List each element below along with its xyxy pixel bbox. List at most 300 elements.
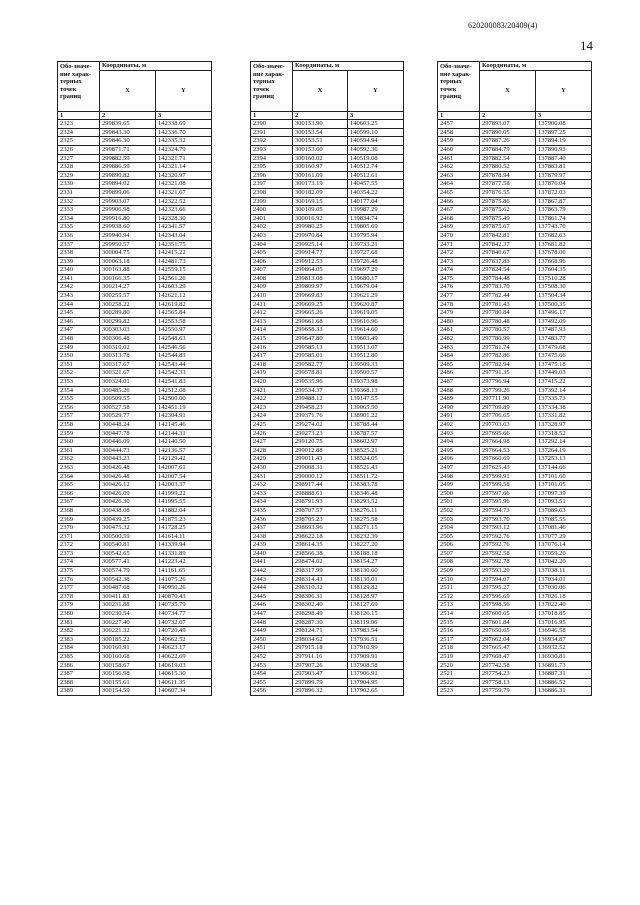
point-id-cell: 2443 <box>251 575 293 584</box>
x-coordinate-cell: 298034.62 <box>293 635 348 644</box>
x-coordinate-cell: 297911.16 <box>293 653 348 662</box>
y-coordinate-cell: 142144.31 <box>156 429 212 438</box>
y-coordinate-cell: 142481.73 <box>156 257 212 266</box>
x-coordinate-cell: 299882.59 <box>100 154 156 163</box>
table-row <box>438 240 592 249</box>
y-coordinate-cell: 142559.15 <box>156 266 212 275</box>
y-coordinate-cell: 137510.28 <box>536 274 592 283</box>
x-coordinate-cell: 297875.86 <box>480 197 536 206</box>
table-row <box>58 463 212 472</box>
y-coordinate-cell: 138130.01 <box>348 575 404 584</box>
column-number: 2 <box>293 111 348 120</box>
point-id-cell: 2459 <box>438 137 480 146</box>
x-coordinate-cell: 300289.80 <box>100 309 156 318</box>
point-id-cell: 2491 <box>438 412 480 421</box>
x-coordinate-cell: 297668.47 <box>480 653 536 662</box>
table-row <box>58 378 212 387</box>
point-id-cell: 2504 <box>438 524 480 533</box>
point-id-cell: 2517 <box>438 635 480 644</box>
point-id-cell: 2345 <box>58 309 100 318</box>
point-id-cell: 2366 <box>58 489 100 498</box>
point-id-cell: 2409 <box>251 283 293 292</box>
table-row <box>438 163 592 172</box>
point-id-cell: 2496 <box>438 455 480 464</box>
table-row <box>438 438 592 447</box>
y-coordinate-cell: 140592.36 <box>348 145 404 154</box>
y-coordinate-cell: 137415.22 <box>536 378 592 387</box>
table-row <box>438 575 592 584</box>
point-id-cell: 2507 <box>438 549 480 558</box>
y-coordinate-cell: 138154.27 <box>348 558 404 567</box>
table-row <box>58 145 212 154</box>
y-coordinate-cell: 137496.17 <box>536 309 592 318</box>
point-id-cell: 2506 <box>438 541 480 550</box>
table-row <box>438 360 592 369</box>
y-coordinate-cell: 137318.52 <box>536 429 592 438</box>
point-id-cell: 2451 <box>251 644 293 653</box>
x-coordinate-cell: 299274.02 <box>293 420 348 429</box>
point-id-cell: 2461 <box>438 154 480 163</box>
table-row <box>58 326 212 335</box>
point-id-cell: 2416 <box>251 343 293 352</box>
y-coordinate-cell: 139680.17 <box>348 274 404 283</box>
point-id-cell: 2408 <box>251 274 293 283</box>
y-coordinate-cell: 142003.37 <box>156 481 212 490</box>
point-id-cell: 2438 <box>251 532 293 541</box>
y-coordinate-cell: 141331.89 <box>156 549 212 558</box>
x-coordinate-cell: 297758.13 <box>480 678 536 687</box>
point-id-cell: 2387 <box>58 670 100 679</box>
x-coordinate-cell: 299980.25 <box>293 223 348 232</box>
point-id-cell: 2501 <box>438 498 480 507</box>
y-coordinate-cell: 137887.40 <box>536 154 592 163</box>
x-coordinate-cell: 297664.98 <box>480 438 536 447</box>
table-row <box>438 420 592 429</box>
table-row <box>251 197 404 206</box>
point-id-cell: 2402 <box>251 223 293 232</box>
x-coordinate-cell: 300475.32 <box>100 524 156 533</box>
x-coordinate-cell: 299585.13 <box>293 343 348 352</box>
table-row <box>58 231 212 240</box>
x-coordinate-cell: 297742.58 <box>480 661 536 670</box>
table-row <box>251 145 404 154</box>
point-id-cell: 2328 <box>58 163 100 172</box>
y-coordinate-cell: 142553.58 <box>156 317 212 326</box>
x-coordinate-cell: 297593.12 <box>480 524 536 533</box>
table-row <box>438 231 592 240</box>
point-id-cell: 2456 <box>251 687 293 696</box>
point-id-cell: 2498 <box>438 472 480 481</box>
y-coordinate-cell: 139147.55 <box>348 395 404 404</box>
table-row <box>58 687 212 696</box>
point-id-cell: 2362 <box>58 455 100 464</box>
table-row <box>58 309 212 318</box>
x-coordinate-cell: 300446.09 <box>100 438 156 447</box>
point-id-cell: 2342 <box>58 283 100 292</box>
table-row <box>251 326 404 335</box>
y-coordinate-cell: 137253.13 <box>536 455 592 464</box>
x-coordinate-cell: 300063.18 <box>100 257 156 266</box>
y-coordinate-cell: 140720.49 <box>156 627 212 636</box>
table-row <box>58 592 212 601</box>
coordinates-table-2 <box>250 61 404 696</box>
y-coordinate-cell: 137604.35 <box>536 266 592 275</box>
table-row <box>58 635 212 644</box>
point-id-cell: 2454 <box>251 670 293 679</box>
y-coordinate-cell: 136886.52 <box>536 678 592 687</box>
x-coordinate-cell: 299886.59 <box>100 163 156 172</box>
table-row <box>438 317 592 326</box>
point-id-cell: 2515 <box>438 618 480 627</box>
point-id-cell: 2441 <box>251 558 293 567</box>
column-number: 1 <box>58 111 100 120</box>
y-coordinate-cell: 139795.94 <box>348 231 404 240</box>
x-coordinate-cell: 300109.05 <box>293 206 348 215</box>
table-row <box>251 687 404 696</box>
y-coordinate-cell: 137331.82 <box>536 412 592 421</box>
table-row <box>438 635 592 644</box>
table-row <box>58 369 212 378</box>
y-coordinate-cell: 142500.00 <box>156 395 212 404</box>
x-coordinate-cell: 300443.23 <box>100 455 156 464</box>
x-coordinate-cell: 299000.12 <box>293 472 348 481</box>
table-row <box>251 360 404 369</box>
table-row <box>58 403 212 412</box>
x-coordinate-cell: 297780.99 <box>480 335 536 344</box>
table-row <box>251 549 404 558</box>
point-id-cell: 2401 <box>251 214 293 223</box>
table-row <box>438 446 592 455</box>
x-coordinate-cell: 297703.63 <box>480 420 536 429</box>
column-number: 1 <box>438 111 480 120</box>
point-id-cell: 2389 <box>58 687 100 696</box>
y-coordinate-cell: 136946.58 <box>536 627 592 636</box>
table-row <box>438 283 592 292</box>
table-row <box>58 223 212 232</box>
x-coordinate-cell: 300230.54 <box>100 610 156 619</box>
x-coordinate-cell: 300153.90 <box>293 120 348 129</box>
y-coordinate-cell: 137504.34 <box>536 292 592 301</box>
x-coordinate-cell: 299488.12 <box>293 395 348 404</box>
y-coordinate-cell: 138524.05 <box>348 455 404 464</box>
point-id-cell: 2513 <box>438 601 480 610</box>
point-id-cell: 2334 <box>58 214 100 223</box>
y-coordinate-cell: 138232.39 <box>348 532 404 541</box>
point-id-cell: 2376 <box>58 575 100 584</box>
point-id-cell: 2394 <box>251 154 293 163</box>
y-coordinate-cell: 137479.68 <box>536 343 592 352</box>
point-id-cell: 2518 <box>438 644 480 653</box>
y-coordinate-cell: 138275.58 <box>348 515 404 524</box>
x-coordinate-cell: 300153.54 <box>293 128 348 137</box>
table-row <box>438 309 592 318</box>
table-row <box>438 137 592 146</box>
y-coordinate-cell: 142007.54 <box>156 472 212 481</box>
point-id-cell: 2420 <box>251 378 293 387</box>
point-id-cell: 2522 <box>438 678 480 687</box>
table-row <box>58 420 212 429</box>
x-coordinate-cell: 300317.67 <box>100 360 156 369</box>
table-row <box>58 489 212 498</box>
y-coordinate-cell: 137144.66 <box>536 463 592 472</box>
x-coordinate-cell: 299582.77 <box>293 360 348 369</box>
x-coordinate-cell: 297782.86 <box>480 352 536 361</box>
y-coordinate-cell: 140732.07 <box>156 618 212 627</box>
table-row <box>438 326 592 335</box>
table-row <box>251 180 404 189</box>
x-coordinate-cell: 300016.92 <box>293 214 348 223</box>
point-id-cell: 2410 <box>251 292 293 301</box>
table-row <box>58 335 212 344</box>
x-coordinate-cell: 299914.77 <box>293 249 348 258</box>
point-id-cell: 2509 <box>438 567 480 576</box>
table-row <box>251 627 404 636</box>
table-row <box>251 223 404 232</box>
point-id-cell: 2341 <box>58 274 100 283</box>
coordinates-header: Координаты, м <box>100 62 212 71</box>
x-coordinate-cell: 300527.58 <box>100 403 156 412</box>
y-coordinate-cell: 137678.00 <box>536 249 592 258</box>
point-id-cell: 2347 <box>58 326 100 335</box>
point-id-cell: 2414 <box>251 326 293 335</box>
table-row <box>438 128 592 137</box>
table-row <box>251 171 404 180</box>
y-coordinate-cell: 137487.93 <box>536 326 592 335</box>
y-coordinate-cell: 141728.25 <box>156 524 212 533</box>
table-row <box>438 463 592 472</box>
point-id-cell: 2373 <box>58 549 100 558</box>
y-coordinate-cell: 137059.20 <box>536 549 592 558</box>
table-row <box>58 653 212 662</box>
y-coordinate-cell: 141614.11 <box>156 532 212 541</box>
table-header-row <box>251 62 404 71</box>
table-row <box>251 343 404 352</box>
point-id-cell: 2392 <box>251 137 293 146</box>
x-coordinate-cell: 300161.09 <box>293 171 348 180</box>
y-coordinate-cell: 140177.04 <box>348 197 404 206</box>
x-coordinate-cell: 300185.22 <box>100 635 156 644</box>
x-coordinate-cell: 300310.02 <box>100 343 156 352</box>
x-coordinate-cell: 300221.32 <box>100 627 156 636</box>
y-coordinate-cell: 140599.10 <box>348 128 404 137</box>
x-coordinate-cell: 297782.44 <box>480 292 536 301</box>
y-coordinate-cell: 137334.38 <box>536 403 592 412</box>
y-coordinate-cell: 139603.49 <box>348 335 404 344</box>
column-number: 3 <box>348 111 404 120</box>
table-row <box>58 343 212 352</box>
column-number-row <box>251 111 404 120</box>
x-coordinate-cell: 300155.61 <box>100 678 156 687</box>
y-coordinate-cell: 137328.97 <box>536 420 592 429</box>
point-id-cell: 2480 <box>438 317 480 326</box>
y-coordinate-cell: 138293.52 <box>348 498 404 507</box>
x-coordinate-cell: 300231.88 <box>100 601 156 610</box>
y-axis-header: Y <box>536 70 592 111</box>
x-coordinate-cell: 297893.07 <box>480 120 536 129</box>
x-axis-header: X <box>480 70 536 111</box>
y-coordinate-cell: 137743.70 <box>536 223 592 232</box>
y-coordinate-cell: 142415.22 <box>156 249 212 258</box>
x-coordinate-cell: 298298.49 <box>293 610 348 619</box>
y-coordinate-cell: 142619.82 <box>156 300 212 309</box>
table-row <box>438 661 592 670</box>
table-row <box>58 644 212 653</box>
x-coordinate-cell: 300182.09 <box>293 188 348 197</box>
y-coordinate-cell: 138128.97 <box>348 592 404 601</box>
table-row <box>438 524 592 533</box>
point-id-cell: 2495 <box>438 446 480 455</box>
point-id-cell: 2385 <box>58 653 100 662</box>
y-coordinate-cell: 142565.84 <box>156 309 212 318</box>
x-coordinate-cell: 300303.03 <box>100 326 156 335</box>
x-coordinate-cell: 297875.62 <box>480 206 536 215</box>
x-coordinate-cell: 300324.01 <box>100 378 156 387</box>
y-coordinate-cell: 138129.82 <box>348 584 404 593</box>
point-id-cell: 2405 <box>251 249 293 258</box>
y-coordinate-cell: 140603.25 <box>348 120 404 129</box>
y-coordinate-cell: 138127.69 <box>348 601 404 610</box>
x-coordinate-cell: 300153.51 <box>293 137 348 146</box>
point-id-cell: 2375 <box>58 567 100 576</box>
y-coordinate-cell: 141223.42 <box>156 558 212 567</box>
point-id-cell: 2370 <box>58 524 100 533</box>
y-coordinate-cell: 137101.05 <box>536 481 592 490</box>
x-coordinate-cell: 297890.05 <box>480 128 536 137</box>
table-row <box>438 335 592 344</box>
table-row <box>438 120 592 129</box>
table-row <box>58 274 212 283</box>
table-row <box>58 524 212 533</box>
x-coordinate-cell: 300509.55 <box>100 395 156 404</box>
table-row <box>58 575 212 584</box>
table-row <box>251 446 404 455</box>
x-coordinate-cell: 300299.82 <box>100 317 156 326</box>
table-row <box>438 266 592 275</box>
table-row <box>58 549 212 558</box>
point-designation-header: Обо-значе-ние харак-терных точек границ <box>58 62 100 112</box>
table-row <box>58 558 212 567</box>
x-axis-header: X <box>293 70 348 111</box>
table-row <box>251 317 404 326</box>
point-id-cell: 2335 <box>58 223 100 232</box>
y-coordinate-cell: 137906.91 <box>348 670 404 679</box>
point-id-cell: 2429 <box>251 455 293 464</box>
x-coordinate-cell: 300540.81 <box>100 541 156 550</box>
table-row <box>438 455 592 464</box>
y-coordinate-cell: 139373.98 <box>348 378 404 387</box>
point-id-cell: 2415 <box>251 335 293 344</box>
y-coordinate-cell: 137904.95 <box>348 678 404 687</box>
point-id-cell: 2488 <box>438 386 480 395</box>
point-id-cell: 2372 <box>58 541 100 550</box>
table-row <box>251 283 404 292</box>
x-coordinate-cell: 297706.65 <box>480 412 536 421</box>
y-coordinate-cell: 140950.26 <box>156 584 212 593</box>
y-coordinate-cell: 138525.21 <box>348 446 404 455</box>
y-coordinate-cell: 137872.03 <box>536 188 592 197</box>
table-row <box>251 188 404 197</box>
point-id-cell: 2455 <box>251 678 293 687</box>
table-row <box>58 240 212 249</box>
y-coordinate-cell: 142351.75 <box>156 240 212 249</box>
point-id-cell: 2425 <box>251 420 293 429</box>
x-coordinate-cell: 299813.08 <box>293 274 348 283</box>
y-coordinate-cell: 140734.77 <box>156 610 212 619</box>
x-coordinate-cell: 297783.70 <box>480 283 536 292</box>
x-coordinate-cell: 297650.65 <box>480 627 536 636</box>
column-number-row <box>438 111 592 120</box>
table-row <box>58 429 212 438</box>
y-coordinate-cell: 142341.57 <box>156 223 212 232</box>
table-row <box>438 145 592 154</box>
x-coordinate-cell: 297598.56 <box>480 601 536 610</box>
table-row <box>438 515 592 524</box>
y-coordinate-cell: 137681.82 <box>536 240 592 249</box>
y-coordinate-cell: 137908.58 <box>348 661 404 670</box>
y-coordinate-cell: 140512.61 <box>348 171 404 180</box>
document-number: 620200083/20409(4) <box>468 21 538 30</box>
point-id-cell: 2324 <box>58 128 100 137</box>
point-id-cell: 2348 <box>58 335 100 344</box>
table-row <box>58 678 212 687</box>
x-coordinate-cell: 297596.69 <box>480 592 536 601</box>
x-coordinate-cell: 299371.76 <box>293 412 348 421</box>
y-coordinate-cell: 138119.06 <box>348 618 404 627</box>
point-id-cell: 2367 <box>58 498 100 507</box>
table-row <box>58 618 212 627</box>
x-coordinate-cell: 300166.35 <box>100 274 156 283</box>
table-row <box>438 687 592 696</box>
table-row <box>251 120 404 129</box>
point-id-cell: 2378 <box>58 592 100 601</box>
x-coordinate-cell: 297594.73 <box>480 506 536 515</box>
y-coordinate-cell: 142328.30 <box>156 214 212 223</box>
y-coordinate-cell: 142603.29 <box>156 283 212 292</box>
table-row <box>438 214 592 223</box>
point-id-cell: 2336 <box>58 231 100 240</box>
point-id-cell: 2421 <box>251 386 293 395</box>
point-id-cell: 2477 <box>438 292 480 301</box>
point-id-cell: 2380 <box>58 610 100 619</box>
point-id-cell: 2446 <box>251 601 293 610</box>
y-coordinate-cell: 142335.32 <box>156 137 212 146</box>
point-id-cell: 2464 <box>438 180 480 189</box>
point-id-cell: 2419 <box>251 369 293 378</box>
x-coordinate-cell: 300444.73 <box>100 446 156 455</box>
y-coordinate-cell: 138227.20 <box>348 541 404 550</box>
y-coordinate-cell: 138130.60 <box>348 567 404 576</box>
y-coordinate-cell: 142548.63 <box>156 335 212 344</box>
table-row <box>438 403 592 412</box>
point-id-cell: 2398 <box>251 188 293 197</box>
x-coordinate-cell: 297780.57 <box>480 326 536 335</box>
point-id-cell: 2382 <box>58 627 100 636</box>
point-id-cell: 2332 <box>58 197 100 206</box>
x-coordinate-cell: 299578.81 <box>293 369 348 378</box>
y-coordinate-cell: 137890.93 <box>536 145 592 154</box>
table-row <box>58 197 212 206</box>
table-row <box>58 163 212 172</box>
table-row <box>251 670 404 679</box>
y-coordinate-cell: 139509.33 <box>348 360 404 369</box>
table-row <box>58 300 212 309</box>
x-coordinate-cell: 300542.65 <box>100 549 156 558</box>
x-coordinate-cell: 300485.26 <box>100 386 156 395</box>
point-id-cell: 2523 <box>438 687 480 696</box>
point-id-cell: 2492 <box>438 420 480 429</box>
x-coordinate-cell: 300313.78 <box>100 352 156 361</box>
y-coordinate-cell: 142324.79 <box>156 145 212 154</box>
